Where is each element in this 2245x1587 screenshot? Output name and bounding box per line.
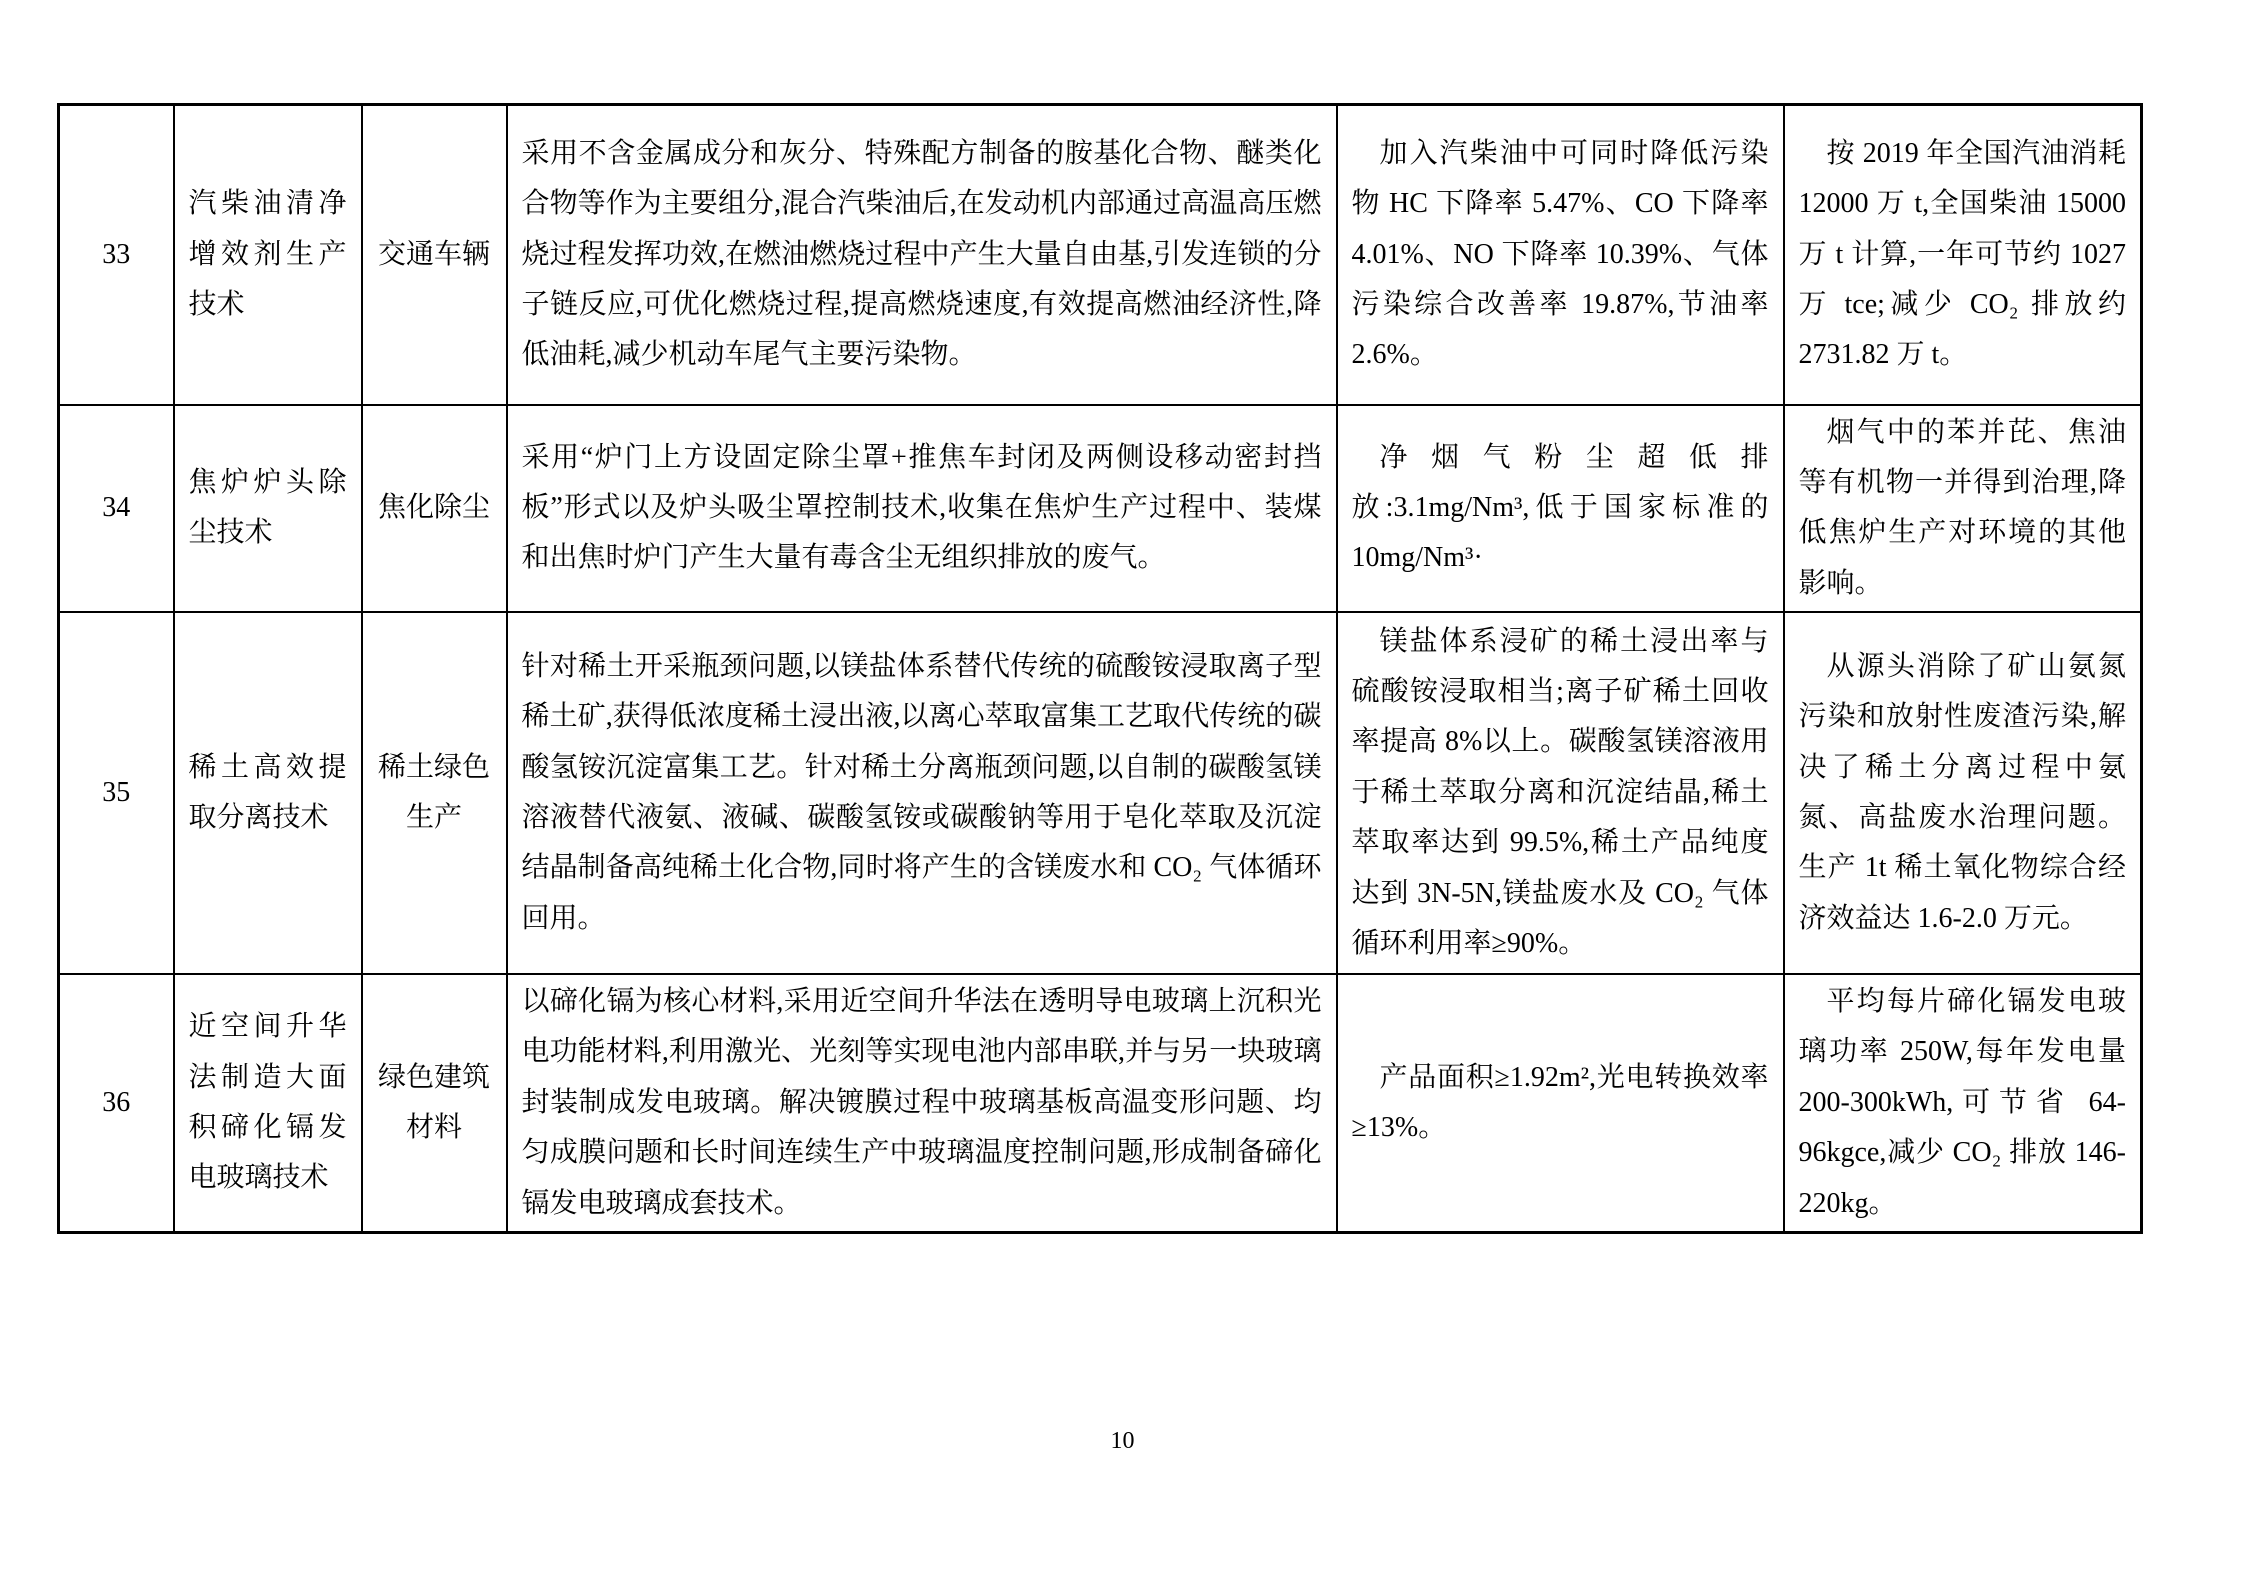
- cell-description: 采用不含金属成分和灰分、特殊配方制备的胺基化合物、醚类化合物等作为主要组分,混合汽柴油后,在发动机内部通过高温高压燃烧过程发挥功效,在燃油燃烧过程中产生大量自由基,引发连锁的分子链反应,可优化燃烧过程,提高燃烧速度,有效提高燃油经济性,降低油耗,减少机动车尾气主要污染物。: [507, 105, 1337, 405]
- cell-indicators: 产品面积≥1.92m²,光电转换效率≥13%。: [1337, 974, 1784, 1232]
- cell-index: 34: [59, 405, 174, 613]
- cell-index: 35: [59, 612, 174, 974]
- table-row: [59, 405, 2142, 613]
- cell-indicators: 镁盐体系浸矿的稀土浸出率与硫酸铵浸取相当;离子矿稀土回收率提高 8%以上。碳酸氢镁溶液用于稀土萃取分离和沉淀结晶,稀土萃取率达到 99.5%,稀土产品纯度达到 3N-5N,镁盐废水及 CO₂ 气体循环利用率≥90%。: [1337, 612, 1784, 974]
- cell-description: 针对稀土开采瓶颈问题,以镁盐体系替代传统的硫酸铵浸取离子型稀土矿,获得低浓度稀土浸出液,以离心萃取富集工艺取代传统的碳酸氢铵沉淀富集工艺。针对稀土分离瓶颈问题,以自制的碳酸氢镁溶液替代液氨、液碱、碳酸氢铵或碳酸钠等用于皂化萃取及沉淀结晶制备高纯稀土化合物,同时将产生的含镁废水和 CO₂ 气体循环回用。: [507, 612, 1337, 974]
- cell-benefits: 按 2019 年全国汽油消耗 12000 万 t,全国柴油 15000 万 t 计算,一年可节约 1027 万 tce;减少 CO₂ 排放约 2731.82 万 t。: [1784, 105, 2142, 405]
- table-row: [59, 612, 2142, 974]
- cell-tech-name: 汽柴油清净增效剂生产技术: [174, 105, 362, 405]
- cell-description: 采用“炉门上方设固定除尘罩+推焦车封闭及两侧设移动密封挡板”形式以及炉头吸尘罩控制技术,收集在焦炉生产过程中、装煤和出焦时炉门产生大量有毒含尘无组织排放的废气。: [507, 405, 1337, 613]
- cell-description: 以碲化镉为核心材料,采用近空间升华法在透明导电玻璃上沉积光电功能材料,利用激光、光刻等实现电池内部串联,并与另一块玻璃封装制成发电玻璃。解决镀膜过程中玻璃基板高温变形问题、均匀成膜问题和长时间连续生产中玻璃温度控制问题,形成制备碲化镉发电玻璃成套技术。: [507, 974, 1337, 1232]
- cell-benefits: 烟气中的苯并芘、焦油等有机物一并得到治理,降低焦炉生产对环境的其他影响。: [1784, 405, 2142, 613]
- cell-tech-name: 焦炉炉头除尘技术: [174, 405, 362, 613]
- cell-category: 焦化除尘: [362, 405, 507, 613]
- cell-category: 绿色建筑材料: [362, 974, 507, 1232]
- table-row: [59, 974, 2142, 1232]
- cell-benefits: 平均每片碲化镉发电玻璃功率 250W,每年发电量 200-300kWh,可节省 64-96kgce,减少 CO₂ 排放 146-220kg。: [1784, 974, 2142, 1232]
- table-row: [59, 105, 2142, 405]
- page-number: 10: [1110, 1428, 1135, 1454]
- technology-table: [57, 103, 2143, 1234]
- cell-indicators: 净烟气粉尘超低排放:3.1mg/Nm³,低于国家标准的 10mg/Nm³·: [1337, 405, 1784, 613]
- cell-index: 33: [59, 105, 174, 405]
- cell-tech-name: 稀土高效提取分离技术: [174, 612, 362, 974]
- cell-indicators: 加入汽柴油中可同时降低污染物 HC 下降率 5.47%、CO 下降率 4.01%、NO 下降率 10.39%、气体污染综合改善率 19.87%,节油率 2.6%。: [1337, 105, 1784, 405]
- cell-index: 36: [59, 974, 174, 1232]
- cell-tech-name: 近空间升华法制造大面积碲化镉发电玻璃技术: [174, 974, 362, 1232]
- cell-category: 稀土绿色生产: [362, 612, 507, 974]
- cell-category: 交通车辆: [362, 105, 507, 405]
- cell-benefits: 从源头消除了矿山氨氮污染和放射性废渣污染,解决了稀土分离过程中氨氮、高盐废水治理问题。生产 1t 稀土氧化物综合经济效益达 1.6-2.0 万元。: [1784, 612, 2142, 974]
